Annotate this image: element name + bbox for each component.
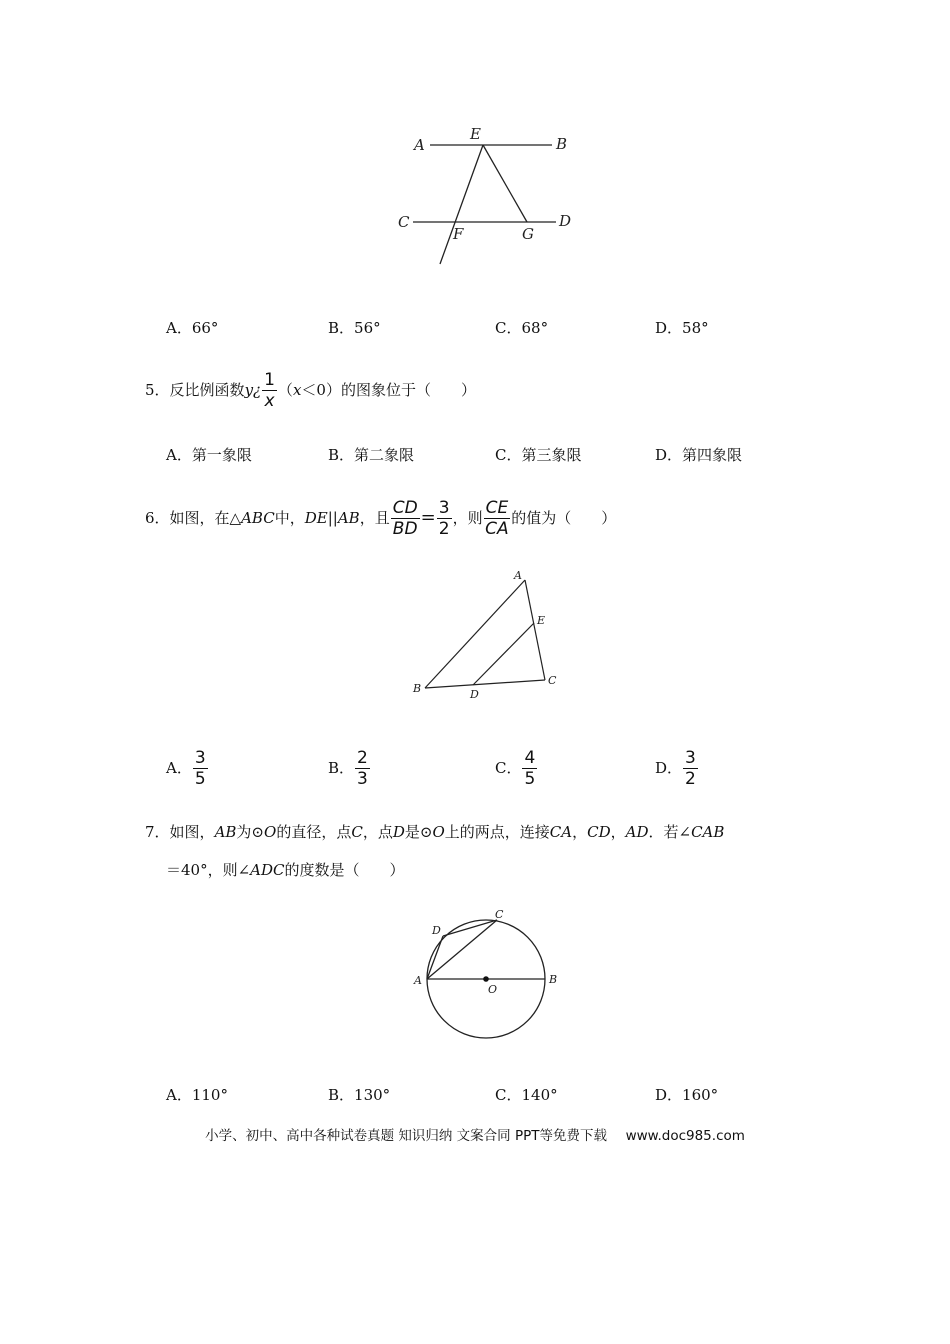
q7-stem-line1: 7．如图，AB为⊙O的直径，点C，点D是⊙O上的两点，连接CA，CD，AD．若∠CAB xyxy=(145,823,725,841)
q6-option-d[interactable]: D． $\frac{3}{2}$ xyxy=(655,747,696,789)
q6-label-e: E xyxy=(537,614,546,627)
q7-center-point xyxy=(483,976,489,982)
q5-func-var: y¿ xyxy=(244,381,262,399)
q4-option-b[interactable]: B．56° xyxy=(328,319,381,337)
q4-label-b: B xyxy=(556,135,568,153)
q4-option-d[interactable]: D．58° xyxy=(655,319,709,337)
q6-option-c[interactable]: C． $\frac{4}{5}$ xyxy=(495,747,536,789)
q6-option-b[interactable]: B． $\frac{2}{3}$ xyxy=(328,747,368,789)
q7-label-b: B xyxy=(549,973,558,986)
footer-text: 小学、初中、高中各种试卷真题 知识归纳 文案合同 PPT等免费下载 xyxy=(205,1128,607,1144)
q5-option-d[interactable]: D．第四象限 xyxy=(655,446,743,464)
footer-link[interactable]: www.doc985.com xyxy=(625,1128,745,1144)
q4-label-f: F xyxy=(453,225,464,243)
q4-option-a[interactable]: A．66° xyxy=(166,319,219,337)
q6-stem: 6． 如图，在△ ABC 中， DE || AB ，且 $\frac{CD}{BD}$ = $\frac{3}{2}$ ，则 $\frac{CE}{CA}$ 的值为（ ） xyxy=(145,497,617,539)
q5-option-b[interactable]: B．第二象限 xyxy=(328,446,415,464)
q4-label-d: D xyxy=(559,212,572,230)
q5-number: 5． xyxy=(145,381,170,399)
q4-label-a: A xyxy=(414,136,425,154)
q7-figure xyxy=(405,905,575,1065)
q4-label-c: C xyxy=(398,213,410,231)
q4-label-e: E xyxy=(470,125,481,143)
q5-prefix: 反比例函数 xyxy=(169,381,245,399)
q4-label-g: G xyxy=(522,225,534,243)
q5-function-fraction: $\frac{1}{x}$ xyxy=(264,369,275,411)
q5-stem: 5． 反比例函数 y¿ $\frac{1}{x}$ （ x ＜0）的图象位于（ ） xyxy=(145,369,476,411)
q6-label-d: D xyxy=(470,688,479,701)
page-footer xyxy=(0,1124,950,1144)
q7-option-a[interactable]: A．110° xyxy=(166,1086,228,1104)
q6-label-b: B xyxy=(413,682,422,695)
q7-option-c[interactable]: C．140° xyxy=(495,1086,558,1104)
q7-stem-line2: ＝40°，则∠ADC的度数是（ ） xyxy=(166,861,405,879)
q7-label-c: C xyxy=(495,908,504,921)
q7-label-d: D xyxy=(432,924,441,937)
q6-ratio-cd-bd: $\frac{CD}{BD}$ xyxy=(392,497,418,539)
q4-figure xyxy=(390,120,590,270)
q6-option-a[interactable]: A． $\frac{3}{5}$ xyxy=(166,747,206,789)
q7-option-d[interactable]: D．160° xyxy=(655,1086,719,1104)
q5-option-a[interactable]: A．第一象限 xyxy=(166,446,252,464)
q6-ratio-ce-ca: $\frac{CE}{CA}$ xyxy=(485,497,509,539)
q6-figure xyxy=(405,565,565,705)
q6-label-a: A xyxy=(514,569,522,582)
q5-option-c[interactable]: C．第三象限 xyxy=(495,446,582,464)
q4-option-c[interactable]: C．68° xyxy=(495,319,549,337)
q7-label-o: O xyxy=(488,983,498,996)
q6-label-c: C xyxy=(548,674,557,687)
q7-option-b[interactable]: B．130° xyxy=(328,1086,391,1104)
q7-label-a: A xyxy=(414,974,422,987)
q6-ratio-value: $\frac{3}{2}$ xyxy=(438,497,450,539)
